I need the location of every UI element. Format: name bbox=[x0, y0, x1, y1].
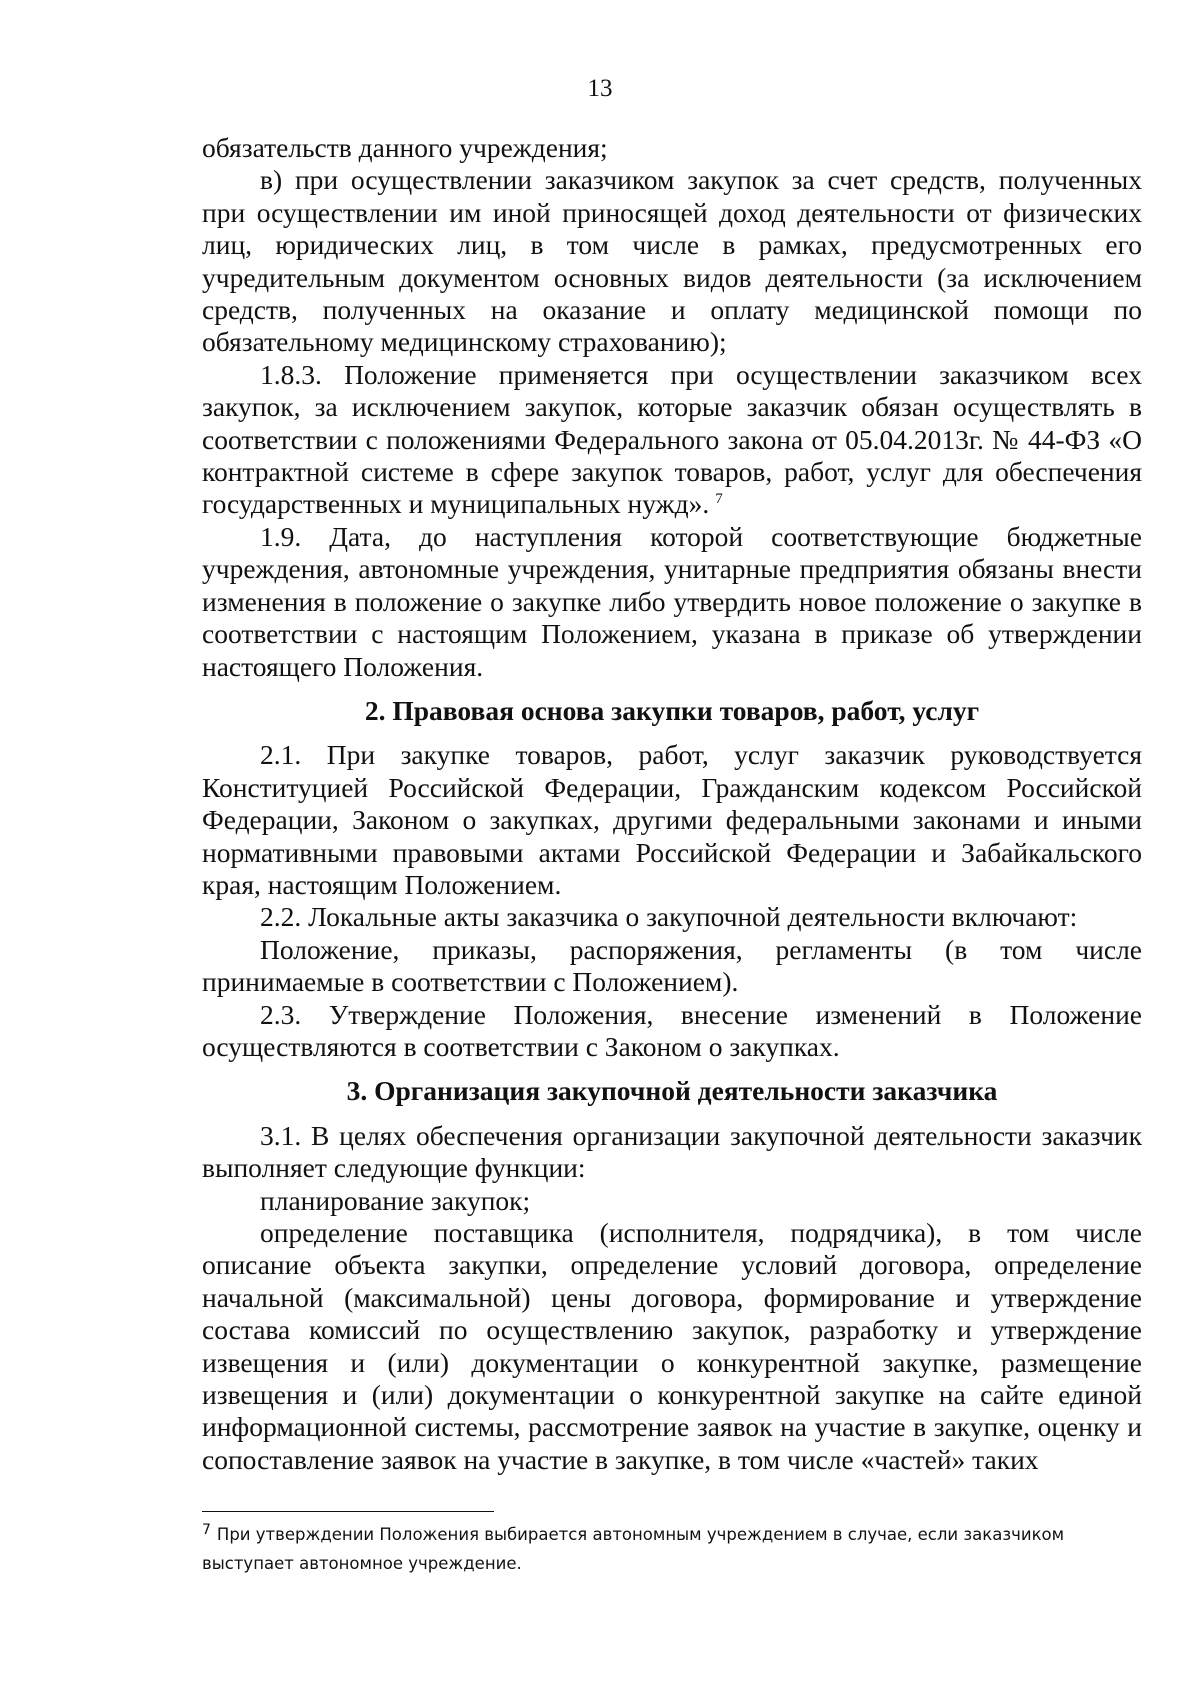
paragraph-2-2: 2.2. Локальные акты заказчика о закупочной деятельности включают: bbox=[260, 901, 1078, 933]
paragraph-3-1: 3.1. В целях обеспечения организации закупочной деятельности заказчик выполняет следующие функции: bbox=[202, 1119, 1142, 1184]
section-heading-2: 2. Правовая основа закупки товаров, работ, услуг bbox=[364, 694, 980, 726]
page-body bbox=[202, 132, 1142, 1476]
paragraph-1-8-3-text: 1.8.3. Положение применяется при осуществлении заказчиком всех закупок, за исключением закупок, которые заказчик обязан осуществлять в соответствии с положениями Федерального закона от 05.04.2013г. № 44-ФЗ «О контрактной системе в сфере закупок товаров, работ, услуг для обеспечения государственных и муниципальных нужд». bbox=[202, 358, 1142, 520]
footnote-reference: 7 bbox=[715, 491, 723, 508]
paragraph-1-9: 1.9. Дата, до наступления которой соответствующие бюджетные учреждения, автономные учреждения, унитарные предприятия обязаны внести изменения в положение о закупке либо утвердить новое положение о закупке в соответствии с настоящим Положением, указана в приказе об утверждении настоящего Положения. bbox=[202, 520, 1142, 682]
footnote-text: При утверждении Положения выбирается автономным учреждением в случае, если заказчиком выступает автономное учреждение. bbox=[202, 1525, 1065, 1573]
paragraph-2-1: 2.1. При закупке товаров, работ, услуг заказчик руководствуется Конституцией Российской Федерации, Гражданским кодексом Российской Федерации, Законом о закупках, другими федеральными законами и иными нормативными правовыми актами Российской Федерации и Забайкальского края, настоящим Положением. bbox=[202, 739, 1142, 900]
paragraph-supplier-selection: определение поставщика (исполнителя, подрядчика), в том числе описание объекта закупки, определение условий договора, определение начальной (максимальной) цены договора, формирование и утверждение состава комиссий по осуществлению закупок, разработку и утверждение извещения и (или) документации о конкурентной закупке, размещение извещения и (или) документации о конкурентной закупке на сайте единой информационной системы, рассмотрение заявок на участие в закупке, оценку и сопоставление заявок на участие в закупке, в том числе «частей» таких bbox=[202, 1217, 1142, 1475]
footnote bbox=[202, 1520, 1142, 1578]
footnote-number: 7 bbox=[202, 1521, 211, 1538]
paragraph-planning: планирование закупок; bbox=[260, 1184, 531, 1216]
paragraph-continuation: обязательств данного учреждения; bbox=[202, 132, 608, 163]
page-number: 13 bbox=[587, 75, 613, 102]
paragraph-1-8-3 bbox=[202, 359, 1142, 521]
footnote-divider bbox=[202, 1511, 494, 1512]
paragraph-item-v: в) при осуществлении заказчиком закупок за счет средств, полученных при осуществлении им иной приносящей доход деятельности от физических лиц, юридических лиц, в том числе в рамках, предусмотренных его учредительным документом основных видов деятельности (за исключением средств, полученных на оказание и оплату медицинской помощи по обязательному медицинскому страхованию); bbox=[202, 164, 1142, 358]
paragraph-local-acts: Положение, приказы, распоряжения, регламенты (в том числе принимаемые в соответствии с Положением). bbox=[202, 933, 1142, 998]
paragraph-2-3: 2.3. Утверждение Положения, внесение изменений в Положение осуществляются в соответствии с Законом о закупках. bbox=[202, 998, 1142, 1062]
section-heading-3: 3. Организация закупочной деятельности заказчика bbox=[346, 1075, 998, 1107]
